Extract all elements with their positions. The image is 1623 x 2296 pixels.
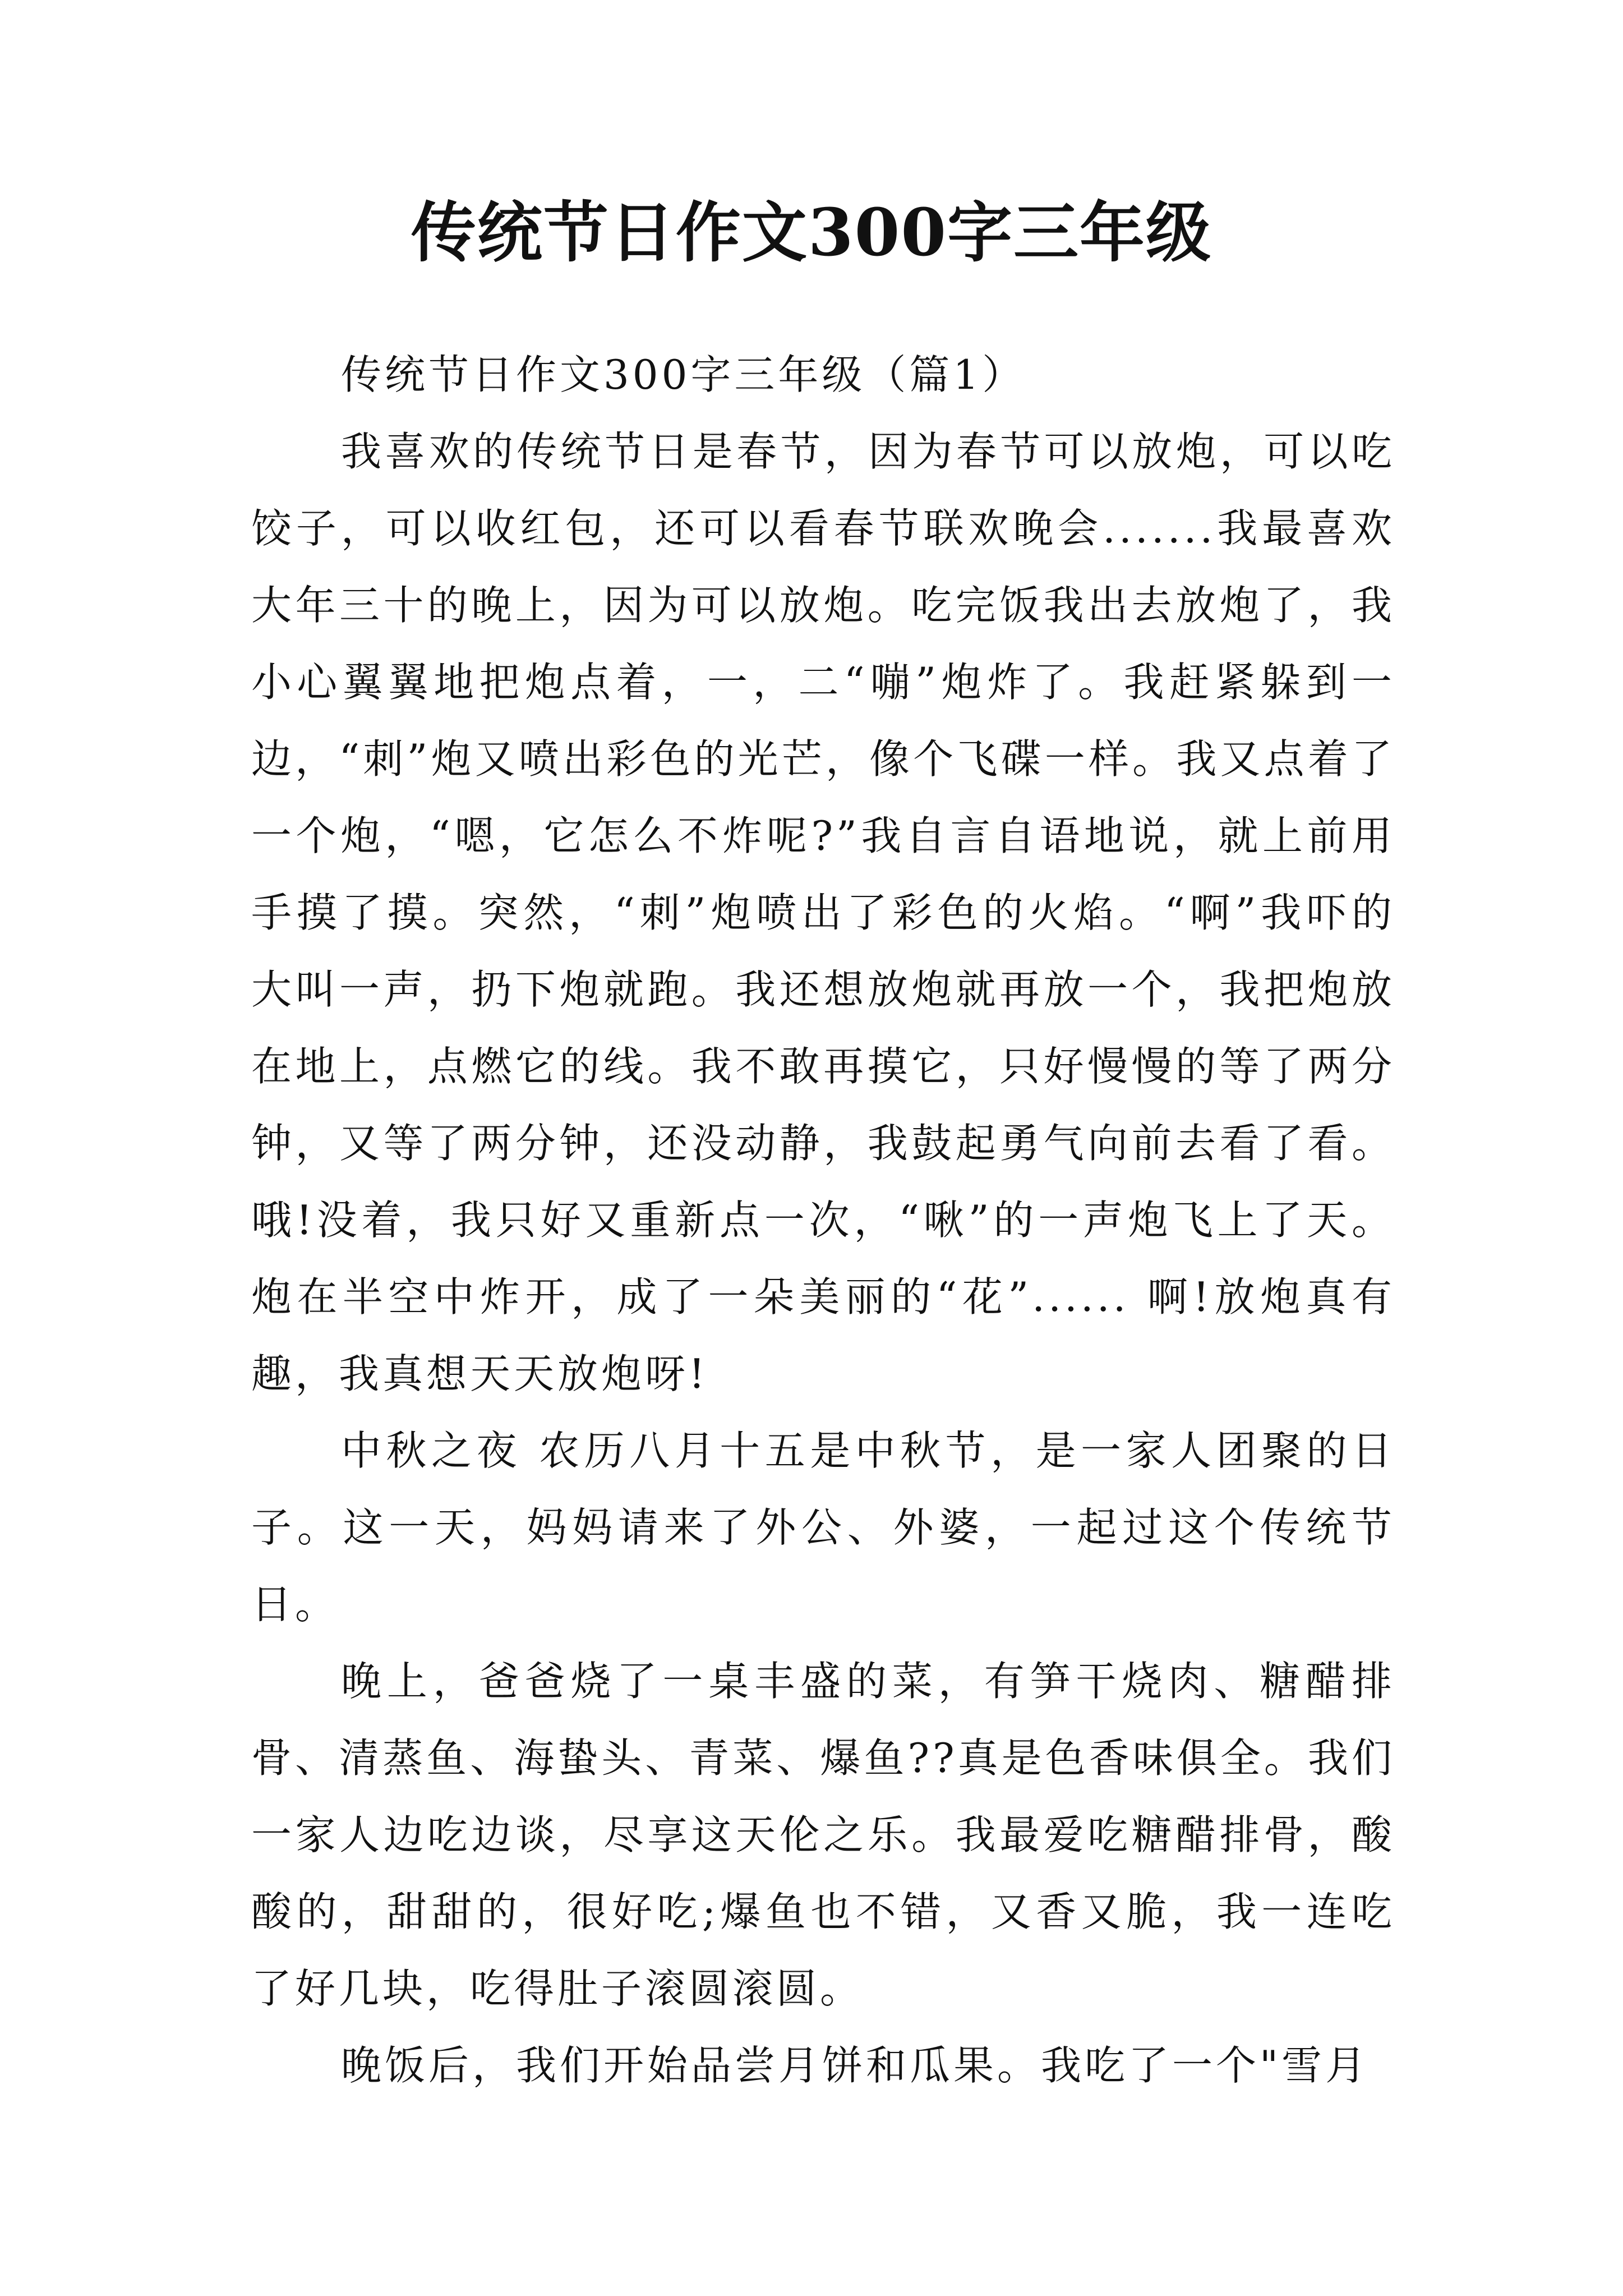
document-body <box>251 337 1395 2104</box>
document-title: 传统节日作文300字三年级 <box>411 195 1212 271</box>
paragraph-spring-festival: 我喜欢的传统节日是春节，因为春节可以放炮，可以吃饺子，可以收红包，还可以看春节联欢晚会.......我最喜欢大年三十的晚上，因为可以放炮。吃完饭我出去放炮了，我小心翼翼地把炮点着，一，二“嘣”炮炸了。我赶紧躲到一边，“刺”炮又喷出彩色的光芒，像个飞碟一样。我又点着了一个炮，“嗯，它怎么不炸呢?”我自言自语地说，就上前用手摸了摸。突然，“刺”炮喷出了彩色的火焰。“啊”我吓的大叫一声，扔下炮就跑。我还想放炮就再放一个，我把炮放在地上，点燃它的线。我不敢再摸它，只好慢慢的等了两分钟，又等了两分钟，还没动静，我鼓起勇气向前去看了看。哦!没着，我只好又重新点一次，“啾”的一声炮飞上了天。炮在半空中炸开，成了一朵美丽的“花”...... 啊!放炮真有趣，我真想天天放炮呀! <box>251 428 1395 1397</box>
paragraph-dinner: 晚上，爸爸烧了一桌丰盛的菜，有笋干烧肉、糖醋排骨、清蒸鱼、海蛰头、青菜、爆鱼??真是色香味俱全。我们一家人边吃边谈，尽享这天伦之乐。我最爱吃糖醋排骨，酸酸的，甜甜的，很好吃;爆鱼也不错，又香又脆，我一连吃了好几块，吃得肚子滚圆滚圆。 <box>251 1658 1395 2012</box>
paragraph-after-dinner: 晚饭后，我们开始品尝月饼和瓜果。我吃了一个"雪月 <box>341 2042 1370 2089</box>
paragraph-mid-autumn-intro: 中秋之夜 农历八月十五是中秋节，是一家人团聚的日子。这一天，妈妈请来了外公、外婆，一起过这个传统节日。 <box>251 1427 1395 1628</box>
section-heading: 传统节日作文300字三年级（篇1） <box>341 351 1026 398</box>
